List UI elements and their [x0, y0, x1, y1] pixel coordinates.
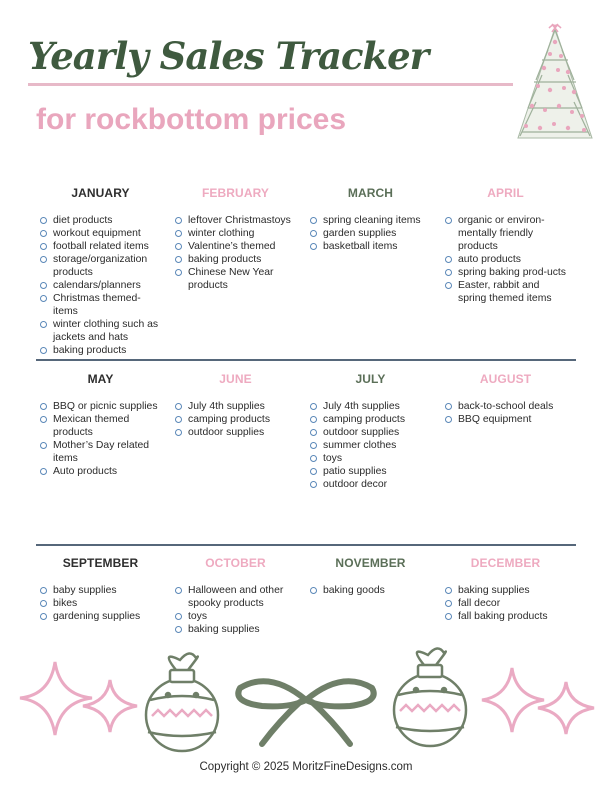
checkbox-circle-icon — [40, 217, 47, 224]
list-item: Halloween and other spooky products — [171, 584, 300, 610]
month-title: APRIL — [487, 186, 524, 200]
page-title: Yearly Sales Tracker — [28, 34, 429, 78]
month-title: OCTOBER — [205, 556, 266, 570]
list-item: organic or environ-mentally friendly products — [441, 214, 570, 253]
checkbox-circle-icon — [175, 626, 182, 633]
checkbox-circle-icon — [175, 613, 182, 620]
month-april — [441, 186, 576, 357]
checkbox-circle-icon — [310, 217, 317, 224]
checkbox-circle-icon — [445, 600, 452, 607]
list-item: patio supplies — [306, 465, 435, 478]
checkbox-circle-icon — [445, 613, 452, 620]
list-item: toys — [171, 610, 300, 623]
checkbox-circle-icon — [175, 256, 182, 263]
month-title: AUGUST — [479, 372, 532, 386]
checkbox-circle-icon — [175, 217, 182, 224]
checkbox-circle-icon — [40, 613, 47, 620]
checkbox-circle-icon — [310, 429, 317, 436]
list-item: Easter, rabbit and spring themed items — [441, 279, 570, 305]
list-item: Auto products — [36, 465, 165, 478]
checkbox-circle-icon — [40, 321, 47, 328]
list-item: leftover Christmastoys — [171, 214, 300, 227]
checkbox-circle-icon — [445, 282, 452, 289]
list-item: outdoor supplies — [306, 426, 435, 439]
list-item: spring cleaning items — [306, 214, 435, 227]
checkbox-circle-icon — [310, 587, 317, 594]
christmas-tree-icon — [512, 20, 598, 148]
checkbox-circle-icon — [310, 416, 317, 423]
page-subtitle: for rockbottom prices — [36, 103, 347, 136]
month-title: JANUARY — [71, 186, 130, 200]
list-item: Valentine’s themed — [171, 240, 300, 253]
list-item: outdoor decor — [306, 478, 435, 491]
checkbox-circle-icon — [445, 587, 452, 594]
month-march — [306, 186, 441, 357]
bow-icon — [238, 681, 373, 744]
list-item: garden supplies — [306, 227, 435, 240]
checkbox-circle-icon — [310, 243, 317, 250]
month-december — [441, 556, 576, 636]
months-row-2 — [36, 372, 576, 491]
list-item: winter clothing such as jackets and hats — [36, 318, 165, 344]
month-title: SEPTEMBER — [62, 556, 139, 570]
month-november — [306, 556, 441, 636]
month-october — [171, 556, 306, 636]
checkbox-circle-icon — [40, 347, 47, 354]
checkbox-circle-icon — [40, 256, 47, 263]
list-item: baking supplies — [171, 623, 300, 636]
list-item: back-to-school deals — [441, 400, 570, 413]
checkbox-circle-icon — [310, 403, 317, 410]
sparkle-star-icon — [20, 662, 92, 735]
list-item: camping products — [171, 413, 300, 426]
checkbox-circle-icon — [310, 468, 317, 475]
list-item: Mexican themed products — [36, 413, 165, 439]
list-item: baking goods — [306, 584, 435, 597]
copyright-text: Copyright © 2025 MoritzFineDesigns.com — [199, 761, 413, 773]
list-item: outdoor supplies — [171, 426, 300, 439]
checkbox-circle-icon — [175, 416, 182, 423]
month-january — [36, 186, 171, 357]
checkbox-circle-icon — [40, 587, 47, 594]
ornament-icon — [394, 648, 466, 746]
checkbox-circle-icon — [310, 455, 317, 462]
checkbox-circle-icon — [40, 230, 47, 237]
checkbox-circle-icon — [445, 217, 452, 224]
list-item: storage/organization products — [36, 253, 165, 279]
month-june — [171, 372, 306, 491]
list-item: Christmas themed-items — [36, 292, 165, 318]
checkbox-circle-icon — [310, 230, 317, 237]
checkbox-circle-icon — [40, 403, 47, 410]
sparkle-star-icon — [482, 668, 544, 732]
checkbox-circle-icon — [175, 587, 182, 594]
checkbox-circle-icon — [40, 282, 47, 289]
list-item: BBQ equipment — [441, 413, 570, 426]
checkbox-circle-icon — [175, 230, 182, 237]
list-item: Chinese New Year products — [171, 266, 300, 292]
list-item: Mother’s Day related items — [36, 439, 165, 465]
checkbox-circle-icon — [175, 429, 182, 436]
list-item: baking supplies — [441, 584, 570, 597]
month-title: JULY — [355, 372, 386, 386]
checkbox-circle-icon — [40, 416, 47, 423]
month-july — [306, 372, 441, 491]
month-september — [36, 556, 171, 636]
list-item: BBQ or picnic supplies — [36, 400, 165, 413]
list-item: baking products — [171, 253, 300, 266]
checkbox-circle-icon — [445, 269, 452, 276]
sparkle-star-icon — [83, 680, 137, 732]
list-item: fall decor — [441, 597, 570, 610]
list-item: fall baking products — [441, 610, 570, 623]
checkbox-circle-icon — [445, 416, 452, 423]
checkbox-circle-icon — [175, 269, 182, 276]
list-item: July 4th supplies — [306, 400, 435, 413]
title-underline — [28, 83, 513, 86]
ornament-icon — [146, 653, 218, 751]
checkbox-circle-icon — [310, 442, 317, 449]
month-august — [441, 372, 576, 491]
list-item: gardening supplies — [36, 610, 165, 623]
holiday-decoration — [0, 640, 612, 760]
list-item: calendars/planners — [36, 279, 165, 292]
months-row-1 — [36, 186, 576, 357]
list-item: winter clothing — [171, 227, 300, 240]
section-divider — [36, 359, 576, 361]
checkbox-circle-icon — [310, 481, 317, 488]
checkbox-circle-icon — [40, 468, 47, 475]
checkbox-circle-icon — [445, 403, 452, 410]
month-title: DECEMBER — [470, 556, 541, 570]
list-item: football related items — [36, 240, 165, 253]
month-title: JUNE — [219, 372, 252, 386]
list-item: diet products — [36, 214, 165, 227]
month-february — [171, 186, 306, 357]
month-title: MARCH — [347, 186, 394, 200]
list-item: toys — [306, 452, 435, 465]
checkbox-circle-icon — [40, 442, 47, 449]
checkbox-circle-icon — [40, 600, 47, 607]
checkbox-circle-icon — [40, 295, 47, 302]
month-title: NOVEMBER — [335, 556, 406, 570]
section-divider — [36, 544, 576, 546]
months-row-3 — [36, 556, 576, 636]
list-item: camping products — [306, 413, 435, 426]
sparkle-star-icon — [538, 682, 594, 734]
checkbox-circle-icon — [175, 403, 182, 410]
month-may — [36, 372, 171, 491]
list-item: auto products — [441, 253, 570, 266]
list-item: baking products — [36, 344, 165, 357]
list-item: workout equipment — [36, 227, 165, 240]
list-item: spring baking prod-ucts — [441, 266, 570, 279]
list-item: basketball items — [306, 240, 435, 253]
checkbox-circle-icon — [445, 256, 452, 263]
checkbox-circle-icon — [175, 243, 182, 250]
list-item: July 4th supplies — [171, 400, 300, 413]
list-item: baby supplies — [36, 584, 165, 597]
list-item: summer clothes — [306, 439, 435, 452]
list-item: bikes — [36, 597, 165, 610]
checkbox-circle-icon — [40, 243, 47, 250]
month-title: FEBRUARY — [201, 186, 270, 200]
month-title: MAY — [87, 372, 114, 386]
